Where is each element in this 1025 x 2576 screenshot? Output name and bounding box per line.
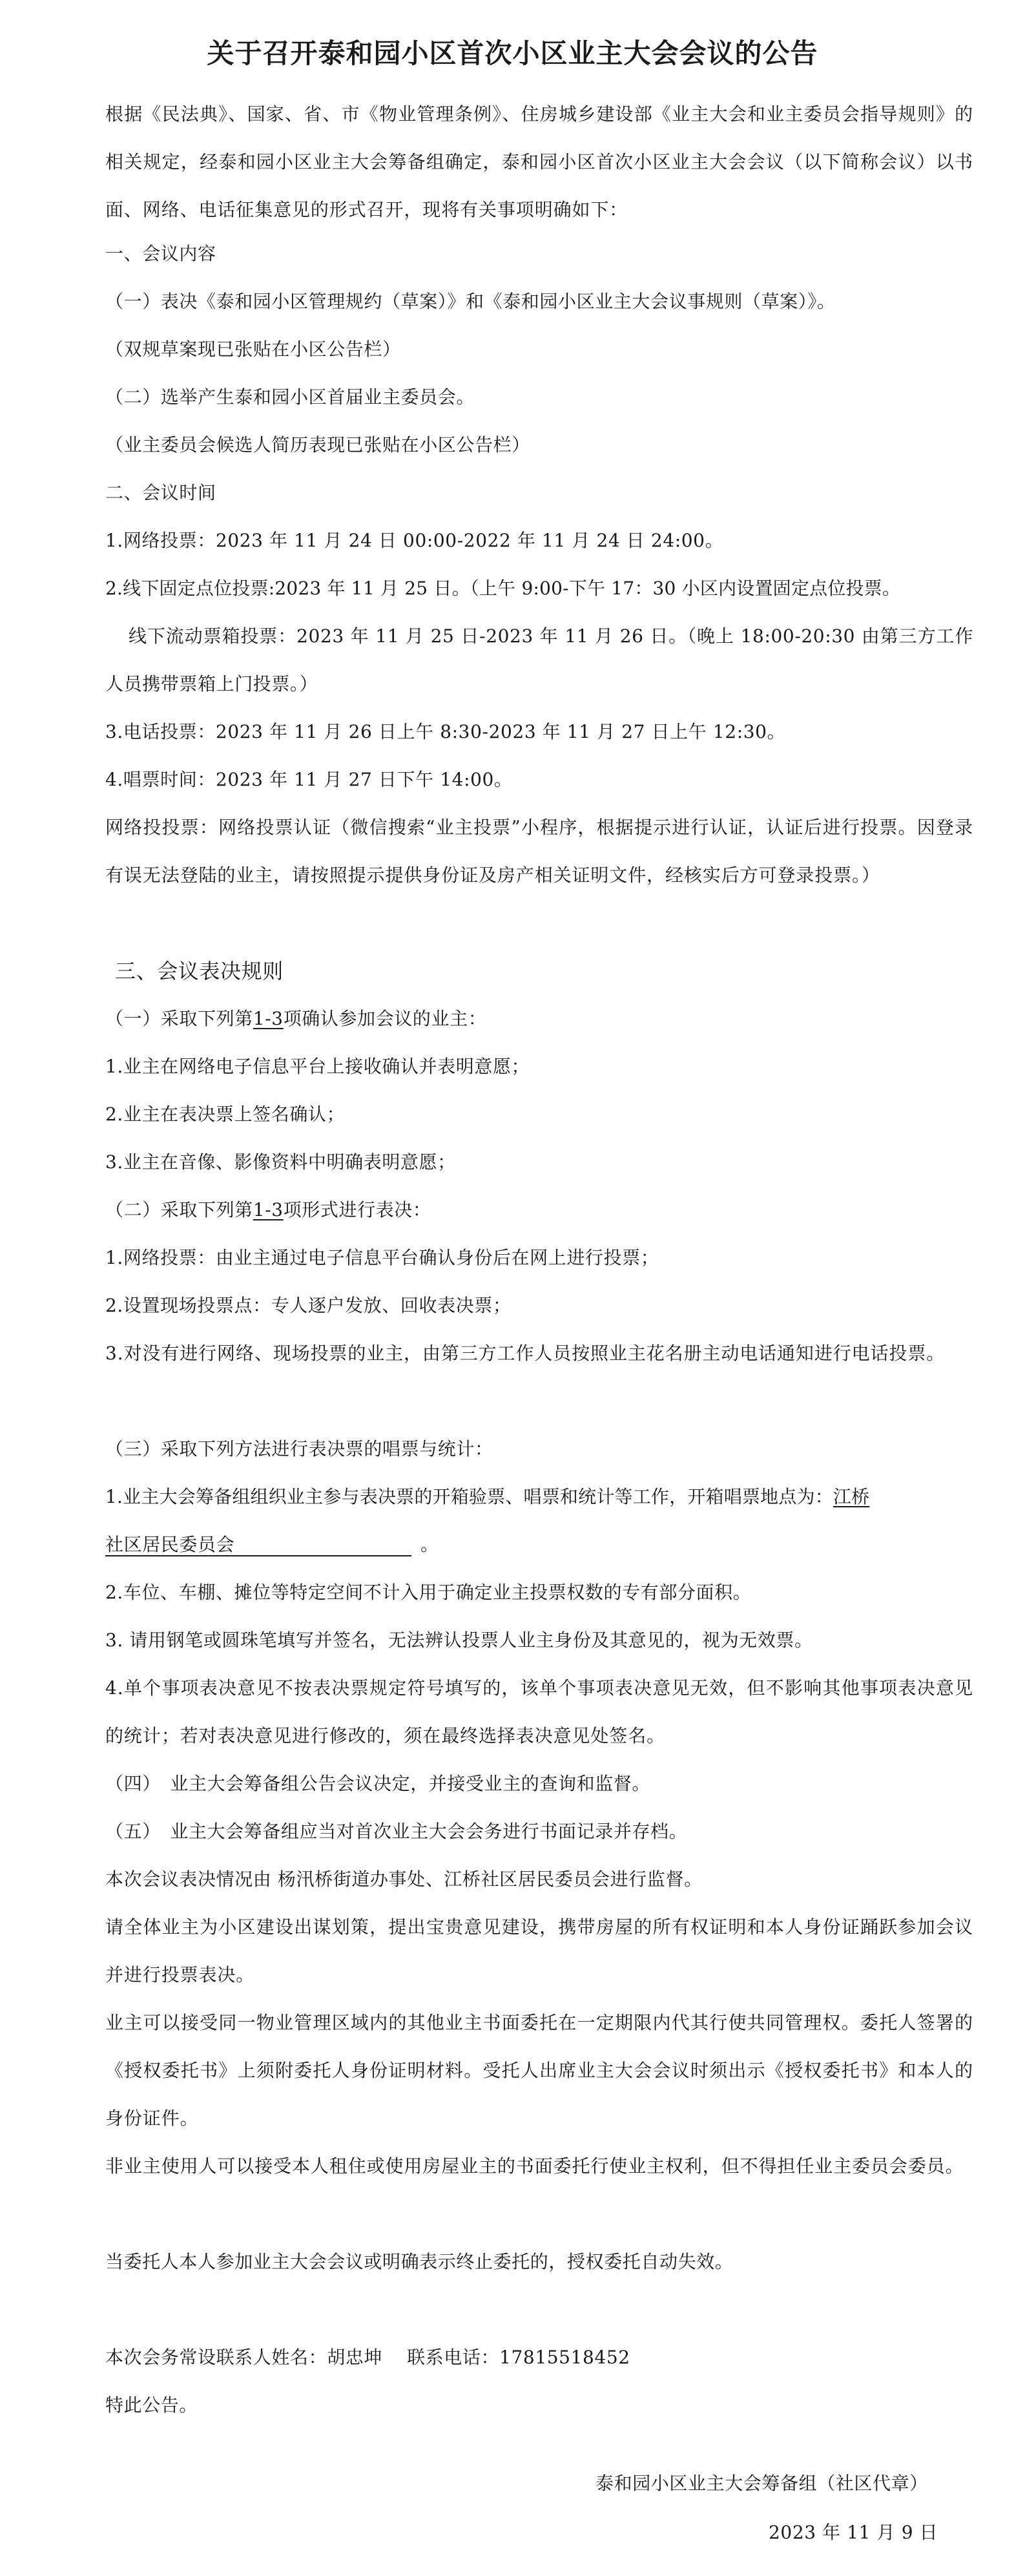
section-3-part-3-item-1-place-b: 社区居民委员会 [105, 1534, 276, 1556]
section-1-note-2: （业主委员会候选人简历表现已张贴在小区公告栏） [105, 434, 530, 456]
closing-line: 特此公告。 [105, 2394, 198, 2416]
section-2-item-3: 3.电话投票：2023 年 11 月 26 日上午 8:30-2023 年 11 月 27 日上午 12:30。 [105, 721, 786, 742]
blank-underline [276, 1534, 411, 1556]
signature-date: 2023 年 11 月 9 日 [769, 2522, 938, 2543]
section-3-part-2-range: 1-3 [253, 1199, 284, 1220]
section-3-part-2-item-1: 1.网络投票：由业主通过电子信息平台确认身份后在网上进行投票； [105, 1247, 659, 1268]
section-3-part-3-item-2: 2.车位、车棚、摊位等特定空间不计入用于确定业主投票权数的专有部分面积。 [105, 1582, 752, 1603]
section-3-part-1-suffix: 项确认参加会议的业主： [283, 1008, 487, 1029]
intro-paragraph: 根据《民法典》、国家、省、市《物业管理条例》、住房城乡建设部《业主大会和业主委员会指导规则》的相关规定，经泰和园小区业主大会筹备组确定，泰和园小区首次小区业主大会会议（以下简称会议）以书面、网络、电话征集意见的形式召开，现将有关事项明确如下： [105, 103, 973, 220]
section-3-part-3-item-1-cont [105, 1521, 973, 1569]
section-3-part-1-range: 1-3 [253, 1008, 284, 1029]
signature-organization: 泰和园小区业主大会筹备组（社区代章） [595, 2473, 928, 2494]
section-3-part-3-item-1-end: 。 [420, 1534, 439, 1555]
section-3-part-1-item-3: 3.业主在音像、影像资料中明确表明意愿； [105, 1151, 456, 1173]
section-2-item-1: 1.网络投票：2023 年 11 月 24 日 00:00-2022 年 11 月 24 日 24:00。 [105, 530, 724, 551]
section-3-part-3: （三）采取下列方法进行表决票的唱票与统计： [105, 1438, 493, 1460]
section-3-part-2-item-3: 3.对没有进行网络、现场投票的业主，由第三方工作人员按照业主花名册主动电话通知进行电话投票。 [105, 1343, 946, 1364]
contact-line: 本次会务常设联系人姓名：胡忠坤 联系电话：17815518452 [105, 2347, 630, 2368]
section-3-part-3-item-3: 3. 请用钢笔或圆珠笔填写并签名，无法辨认投票人业主身份及其意见的，视为无效票。 [105, 1629, 813, 1651]
section-3-part-1-item-2: 2.业主在表决票上签名确认； [105, 1104, 346, 1125]
supervision-paragraph: 本次会议表决情况由 杨汛桥街道办事处、江桥社区居民委员会进行监督。 [105, 1869, 703, 1890]
section-3-part-2 [105, 1186, 973, 1234]
section-3-part-3-item-1-place-a: 江桥 [833, 1486, 870, 1507]
section-1-heading: 一、会议内容 [105, 243, 216, 264]
section-3-part-1-prefix: （一）采取下列第 [105, 1008, 253, 1029]
section-1-note-1: （双规草案现已张贴在小区公告栏） [105, 339, 401, 360]
section-3-part-2-prefix: （二）采取下列第 [105, 1199, 253, 1220]
appeal-paragraph: 请全体业主为小区建设出谋划策，提出宝贵意见建设，携带房屋的所有权证明和本人身份证踊跃参加会议并进行投票表决。 [105, 1916, 973, 1985]
section-2-item-2b: 线下流动票箱投票：2023 年 11 月 25 日-2023 年 11 月 26 日。（晚上 18:00-20:30 由第三方工作人员携带票箱上门投票。） [105, 625, 973, 695]
section-3-part-3-item-1 [105, 1473, 973, 1521]
section-3-part-2-item-2: 2.设置现场投票点：专人逐户发放、回收表决票； [105, 1295, 512, 1316]
section-2-heading: 二、会议时间 [105, 482, 216, 503]
section-3-part-2-suffix: 项形式进行表决： [283, 1199, 431, 1220]
section-1-item-1: （一）表决《泰和园小区管理规约（草案）》和《泰和园小区业主大会议事规则（草案）》。 [105, 291, 836, 312]
section-3-part-3-item-1-text: 1.业主大会筹备组组织业主参与表决票的开箱验票、唱票和统计等工作，开箱唱票地点为： [105, 1486, 833, 1507]
section-3-part-4: （四） 业主大会筹备组公告会议决定，并接受业主的查询和监督。 [105, 1773, 651, 1794]
section-1-item-2: （二）选举产生泰和园小区首届业主委员会。 [105, 386, 475, 408]
proxy-paragraph: 业主可以接受同一物业管理区域内的其他业主书面委托在一定期限内代其行使共同管理权。委托人签署的《授权委托书》上须附委托人身份证明材料。受托人出席业主大会会议时须出示《授权委托书》和本人的身份证件。 [105, 2012, 973, 2129]
section-3-part-1-item-1: 1.业主在网络电子信息平台上接收确认并表明意愿； [105, 1056, 530, 1077]
document-title: 关于召开泰和园小区首次小区业主大会会议的公告 [207, 37, 818, 69]
section-3-part-1 [105, 995, 973, 1043]
section-3-heading: 三、会议表决规则 [115, 959, 284, 983]
section-3-part-5: （五） 业主大会筹备组应当对首次业主大会会务进行书面记录并存档。 [105, 1821, 688, 1842]
section-3-part-3-item-4: 4.单个事项表决意见不按表决票规定符号填写的，该单个事项表决意见无效，但不影响其他事项表决意见的统计；若对表决意见进行修改的，须在最终选择表决意见处签名。 [105, 1677, 973, 1746]
section-2-item-4: 4.唱票时间：2023 年 11 月 27 日下午 14:00。 [105, 769, 513, 790]
section-2-note: 网络投投票：网络投票认证（微信搜索“业主投票”小程序，根据提示进行认证，认证后进行投票。因登录有误无法登陆的业主，请按照提示提供身份证及房产相关证明文件，经核实后方可登录投票。） [105, 817, 973, 886]
termination-paragraph: 当委托人本人参加业主大会会议或明确表示终止委托的，授权委托自动失效。 [105, 2251, 734, 2272]
section-2-item-2: 2.线下固定点位投票:2023 年 11 月 25 日。（上午 9:00-下午 17：30 小区内设置固定点位投票。 [105, 578, 901, 599]
non-owner-paragraph: 非业主使用人可以接受本人租住或使用房屋业主的书面委托行使业主权利，但不得担任业主委员会委员。 [105, 2155, 964, 2177]
